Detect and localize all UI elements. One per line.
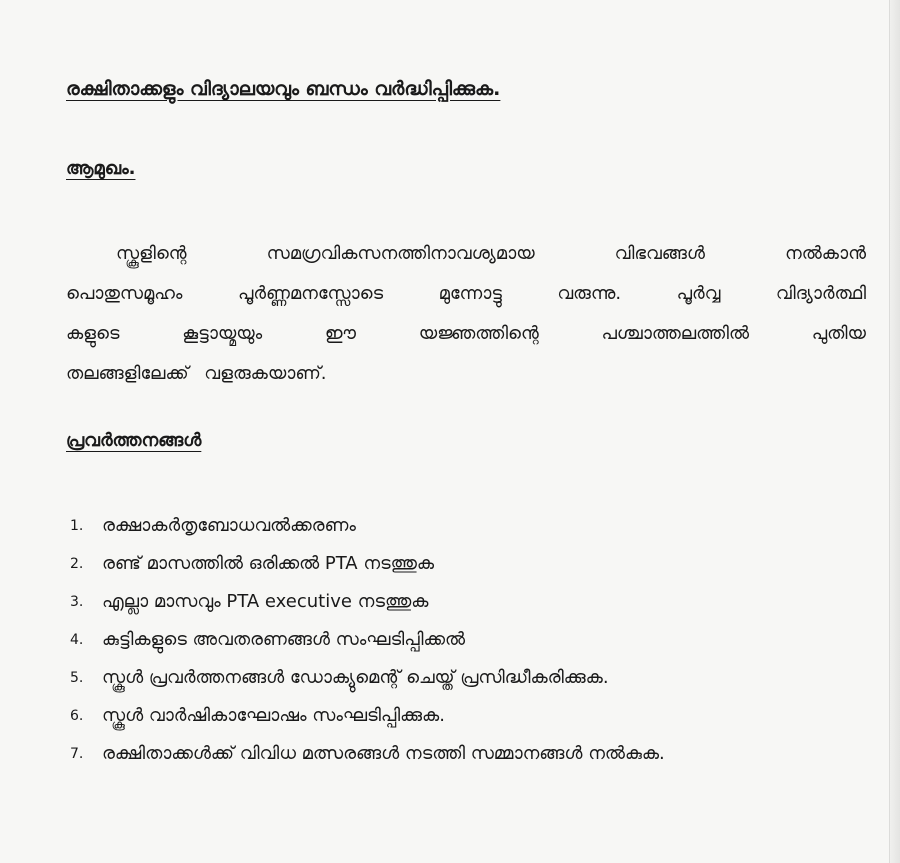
word: വിഭവങ്ങൾ <box>614 243 705 264</box>
list-number: 1. <box>70 518 84 534</box>
document-title: രക്ഷിതാക്കളും വിദ്യാലയവും ബന്ധം വർദ്ധിപ്പിക്കുക. <box>66 78 501 100</box>
list-number: 5. <box>70 670 84 686</box>
list-number: 2. <box>70 556 84 572</box>
word: പൂർവ്വ <box>676 283 721 304</box>
list-item <box>70 697 870 735</box>
page-edge <box>889 0 900 863</box>
activities-heading: പ്രവർത്തനങ്ങൾ <box>66 430 202 451</box>
list-item <box>70 583 870 621</box>
word: പൊതുസമൂഹം <box>66 283 183 304</box>
list-item <box>70 621 870 659</box>
word: ഈ <box>324 323 357 344</box>
word: സ്കൂളിന്റെ <box>116 243 187 264</box>
word: തലങ്ങളിലേക്ക് <box>66 363 189 384</box>
word: നൽകാൻ <box>785 243 866 264</box>
word: വരുന്നു. <box>557 283 622 304</box>
paragraph-line-4 <box>66 354 866 394</box>
intro-heading: ആമുഖം. <box>66 158 136 179</box>
list-item <box>70 659 870 697</box>
list-number: 7. <box>70 746 84 762</box>
word: വിദ്യാർത്ഥി <box>775 283 866 304</box>
list-item <box>70 507 870 545</box>
word: പുതിയ <box>811 323 866 344</box>
list-number: 4. <box>70 632 84 648</box>
list-text: എല്ലാ മാസവും PTA executive നടത്തുക <box>102 591 429 612</box>
word: കൂട്ടായ്മയും <box>182 323 263 344</box>
word: കളുടെ <box>66 323 120 344</box>
list-text: രണ്ട് മാസത്തിൽ ഒരിക്കൽ PTA നടത്തുക <box>102 553 435 574</box>
word: വളരുകയാണ്. <box>204 363 327 384</box>
word: മുന്നോട്ടു <box>438 283 502 304</box>
list-text: രക്ഷാകർതൃബോധവൽക്കരണം <box>102 515 356 536</box>
word: സമഗ്രവികസനത്തിനാവശ്യമായ <box>266 243 535 264</box>
intro-paragraph <box>66 234 866 394</box>
list-number: 6. <box>70 708 84 724</box>
list-item <box>70 735 870 773</box>
word: യജ്ഞത്തിന്റെ <box>418 323 539 344</box>
list-text: രക്ഷിതാക്കൾക്ക് വിവിധ മത്സരങ്ങൾ നടത്തി സമ്മാനങ്ങൾ നൽകുക. <box>102 743 665 764</box>
activities-list <box>70 507 870 773</box>
list-number: 3. <box>70 594 84 610</box>
list-text: സ്കൂൾ വാർഷികാഘോഷം സംഘടിപ്പിക്കുക. <box>102 705 445 726</box>
list-text: കുട്ടികളുടെ അവതരണങ്ങൾ സംഘടിപ്പിക്കൽ <box>102 629 466 650</box>
word: പശ്ചാത്തലത്തിൽ <box>601 323 750 344</box>
word: പൂർണ്ണമനസ്സോടെ <box>237 283 384 304</box>
paragraph-line-3 <box>66 314 866 354</box>
paragraph-line-2 <box>66 274 866 314</box>
list-text: സ്കൂൾ പ്രവർത്തനങ്ങൾ ഡോക്യുമെന്റ് ചെയ്ത് പ്രസിദ്ധീകരിക്കുക. <box>102 667 609 688</box>
list-item <box>70 545 870 583</box>
paragraph-line-1 <box>66 234 866 274</box>
